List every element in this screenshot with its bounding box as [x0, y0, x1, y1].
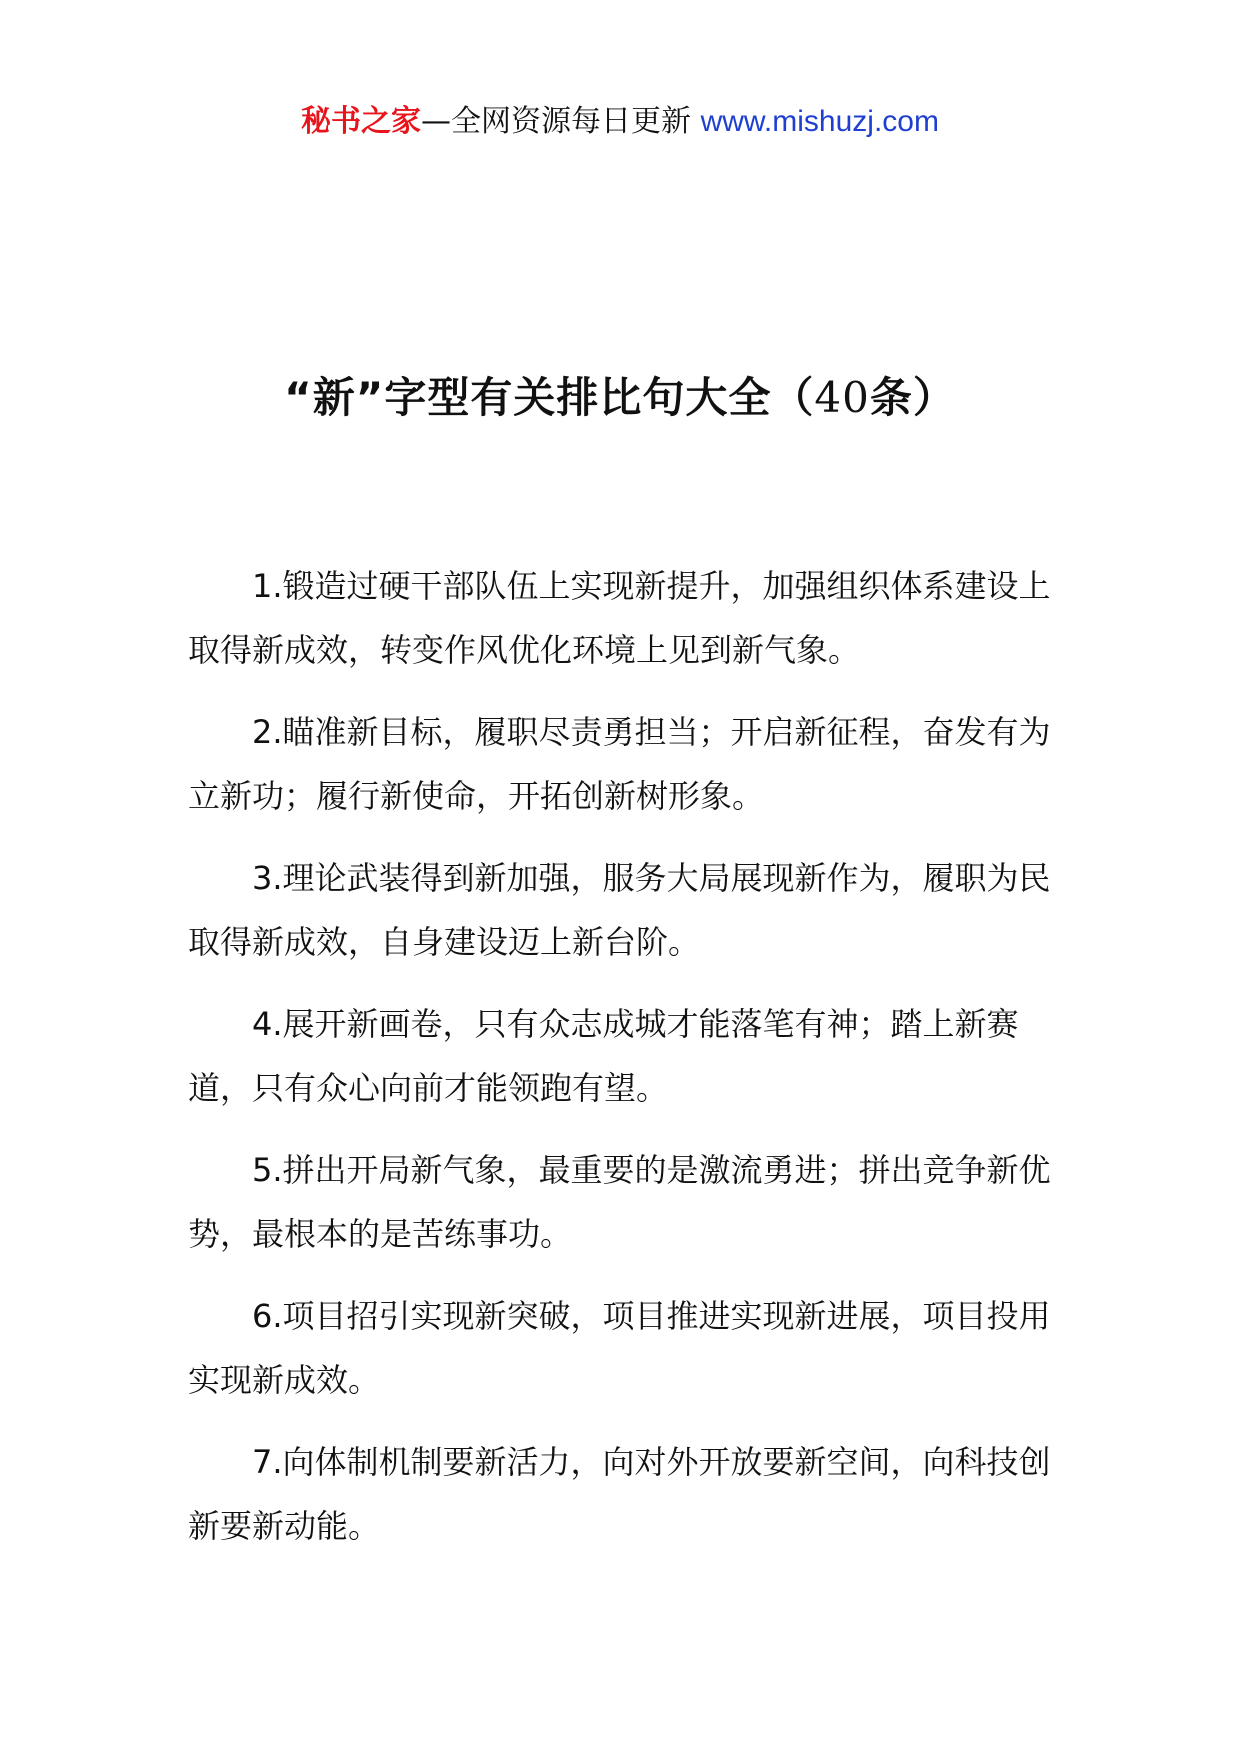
list-item: 4.展开新画卷，只有众志成城才能落笔有神；踏上新赛道，只有众心向前才能领跑有望。 [188, 1005, 1019, 1107]
site-url[interactable]: www.mishuzj.com [700, 105, 939, 138]
list-item: 7.向体制机制要新活力，向对外开放要新空间，向科技创新要新动能。 [188, 1443, 1051, 1545]
list-item: 1.锻造过硬干部队伍上实现新提升，加强组织体系建设上取得新成效，转变作风优化环境上见到新气象。 [188, 567, 1051, 669]
title-count: 40 [814, 373, 870, 422]
title-main: “新”字型有关排比句大全（ [284, 373, 815, 422]
list-item: 3.理论武装得到新加强，服务大局展现新作为，履职为民取得新成效，自身建设迈上新台阶。 [188, 859, 1051, 961]
site-brand: 秘书之家 [301, 104, 422, 139]
title-suffix: 条） [869, 373, 956, 422]
site-slogan: —全网资源每日更新 [421, 104, 692, 139]
list-item: 2.瞄准新目标，履职尽责勇担当；开启新征程，奋发有为立新功；履行新使命，开拓创新树形象。 [188, 713, 1051, 815]
document-title [0, 370, 1240, 426]
list-item: 6.项目招引实现新突破，项目推进实现新进展，项目投用实现新成效。 [188, 1297, 1051, 1399]
item-list [188, 554, 1058, 1576]
list-item: 5.拼出开局新气象，最重要的是激流勇进；拼出竞争新优势，最根本的是苦练事功。 [188, 1151, 1051, 1253]
site-header [0, 102, 1240, 142]
